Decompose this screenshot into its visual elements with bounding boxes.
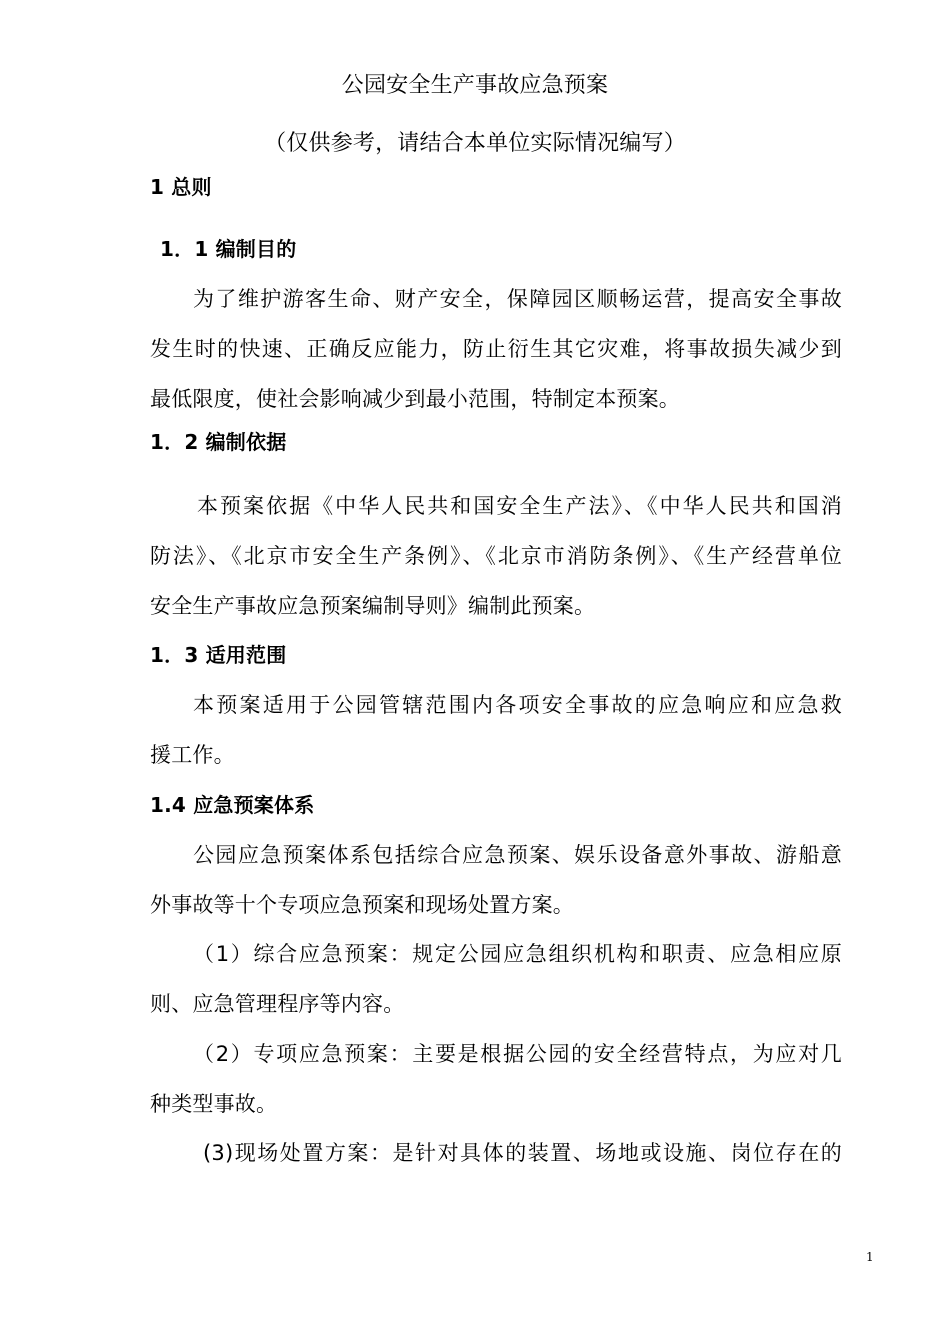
list-item-line: 种类型事故。: [150, 1092, 278, 1116]
document-title: 公园安全生产事故应急预案: [341, 73, 609, 98]
paragraph-line: 援工作。: [150, 743, 235, 767]
paragraph-line: 外事故等十个专项应急预案和现场处置方案。: [150, 893, 574, 917]
section-heading-basis: 1．2 编制依据: [150, 430, 287, 454]
list-item-line: （2）专项应急预案：主要是根据公园的安全经营特点，为应对几: [193, 1042, 842, 1066]
page-number: 1: [866, 1250, 874, 1264]
paragraph-line: 最低限度，使社会影响减少到最小范围，特制定本预案。: [150, 387, 680, 411]
list-item-line: 则、应急管理程序等内容。: [150, 992, 405, 1016]
paragraph-line: 为了维护游客生命、财产安全，保障园区顺畅运营，提高安全事故: [193, 287, 842, 311]
section-heading-scope: 1．3 适用范围: [150, 643, 287, 667]
paragraph-line: 本预案依据《中华人民共和国安全生产法》、《中华人民共和国消: [197, 494, 842, 518]
paragraph-line: 公园应急预案体系包括综合应急预案、娱乐设备意外事故、游船意: [193, 843, 842, 867]
document-subtitle: （仅供参考，请结合本单位实际情况编写）: [264, 131, 686, 156]
section-heading-general: 1 总则: [150, 175, 212, 199]
list-item-line: （1）综合应急预案：规定公园应急组织机构和职责、应急相应原: [193, 942, 842, 966]
section-heading-purpose: 1．1 编制目的: [160, 237, 297, 261]
section-heading-plan-system: 1.4 应急预案体系: [150, 793, 315, 817]
paragraph-line: 安全生产事故应急预案编制导则》编制此预案。: [150, 594, 596, 618]
paragraph-line: 防法》、《北京市安全生产条例》、《北京市消防条例》、《生产经营单位: [150, 544, 842, 568]
list-item-line: (3)现场处置方案：是针对具体的装置、场地或设施、岗位存在的: [203, 1141, 842, 1165]
paragraph-line: 本预案适用于公园管辖范围内各项安全事故的应急响应和应急救: [193, 693, 842, 717]
paragraph-line: 发生时的快速、正确反应能力，防止衍生其它灾难，将事故损失减少到: [150, 337, 842, 361]
